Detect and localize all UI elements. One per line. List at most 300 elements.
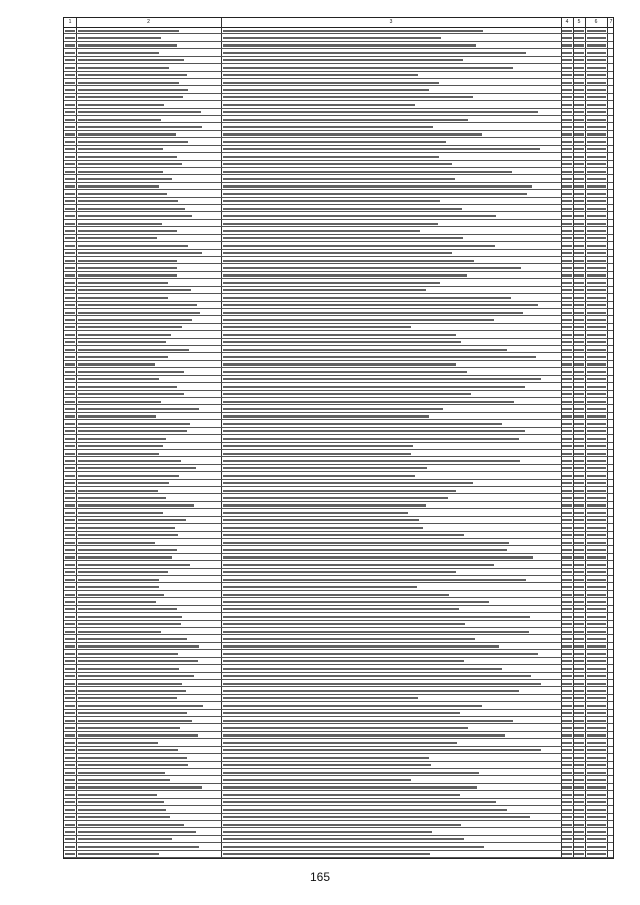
scan-text-line [223,683,541,685]
scan-text-line [65,334,75,336]
scan-text-line [65,705,75,707]
scan-text-line [562,645,572,647]
scan-text-line [587,67,606,69]
scan-text-line [562,341,572,343]
scan-text-line [587,757,606,759]
scan-text-line [574,408,584,410]
scan-text-line [223,341,461,343]
scan-text-line [574,185,584,187]
table-row [64,339,613,346]
scan-text-line [562,334,572,336]
scan-text-line [223,549,507,551]
scan-text-line [574,809,584,811]
scan-text-line [65,794,75,796]
scan-text-line [223,616,530,618]
table-row [64,34,613,41]
scan-text-line [78,475,179,477]
scan-text-line [65,594,75,596]
scan-text-line [223,527,423,529]
table-row [64,324,613,331]
scan-text-line [65,74,75,76]
scan-text-line [223,200,440,202]
scan-text-line [223,690,519,692]
scan-text-line [587,252,606,254]
table-row [64,806,613,813]
scan-text-line [574,193,584,195]
table-row [64,776,613,783]
scan-text-line [223,415,429,417]
scan-text-line [562,519,572,521]
scan-text-line [78,260,177,262]
table-row [64,146,613,153]
scan-text-line [562,37,572,39]
scan-text-line [562,126,572,128]
scan-text-line [562,616,572,618]
scan-text-line [78,838,172,840]
scan-text-line [223,89,429,91]
scan-text-line [574,133,584,135]
scan-text-line [574,52,584,54]
scan-text-line [574,163,584,165]
table-row [64,183,613,190]
scan-text-line [223,734,505,736]
scan-text-line [65,96,75,98]
scan-text-line [574,237,584,239]
scan-text-line [65,564,75,566]
scan-text-line [562,824,572,826]
scan-text-line [65,393,75,395]
scan-text-line [65,37,75,39]
scan-text-line [78,549,177,551]
scan-text-line [78,133,176,135]
scan-text-line [65,519,75,521]
scan-text-line [65,571,75,573]
scan-text-line [78,816,170,818]
scan-text-line [562,193,572,195]
scan-text-line [562,141,572,143]
scan-text-line [562,579,572,581]
scan-text-line [223,564,494,566]
scan-text-line [562,453,572,455]
scan-text-line [65,475,75,477]
table-row [64,413,613,420]
table-row [64,762,613,769]
scan-text-line [574,67,584,69]
scan-text-line [587,326,606,328]
scan-text-line [78,171,163,173]
scan-text-line [65,504,75,506]
scan-text-line [587,519,606,521]
table-row [64,42,613,49]
scan-text-line [587,727,606,729]
scan-text-line [65,645,75,647]
scan-text-line [562,623,572,625]
scan-text-line [587,274,606,276]
scan-text-line [78,734,198,736]
scan-text-line [574,445,584,447]
scan-text-line [587,44,606,46]
table-row [64,368,613,375]
table-row [64,539,613,546]
scan-text-line [587,148,606,150]
scan-text-line [223,749,541,751]
scan-text-line [587,653,606,655]
scan-text-line [574,519,584,521]
scan-text-line [223,838,464,840]
scan-text-line [574,245,584,247]
scan-text-line [562,690,572,692]
scan-text-line [574,705,584,707]
scan-text-line [223,126,433,128]
scan-text-line [574,59,584,61]
scan-text-line [587,282,606,284]
scan-text-line [223,297,511,299]
scan-text-line [587,371,606,373]
scan-text-line [223,349,507,351]
scan-text-line [78,809,166,811]
scan-text-line [587,579,606,581]
scan-text-line [587,623,606,625]
scan-text-line [587,675,606,677]
table-row [64,828,613,835]
scan-text-line [562,586,572,588]
table-row [64,294,613,301]
scan-text-line [587,631,606,633]
table-row [64,769,613,776]
scan-text-line [587,393,606,395]
scan-text-line [574,645,584,647]
scan-text-line [562,705,572,707]
scan-text-line [587,423,606,425]
scan-text-line [78,356,168,358]
scan-text-line [562,638,572,640]
scan-text-line [223,171,512,173]
scan-text-line [574,467,584,469]
table-row [64,784,613,791]
scan-text-line [78,341,166,343]
scan-text-line [78,556,172,558]
scan-text-line [574,415,584,417]
table-row [64,131,613,138]
scan-text-line [574,853,584,855]
scan-text-line [587,527,606,529]
scan-text-line [65,772,75,774]
scan-text-line [562,363,572,365]
scan-text-line [65,230,75,232]
table-row [64,242,613,249]
scan-text-line [223,608,459,610]
scan-text-line [65,668,75,670]
scan-text-line [587,564,606,566]
scan-text-line [562,111,572,113]
scan-text-line [65,801,75,803]
scan-text-line [65,423,75,425]
table-row [64,116,613,123]
table-row [64,190,613,197]
scan-text-line [562,223,572,225]
scan-text-line [65,467,75,469]
scan-text-line [65,163,75,165]
scan-text-line [574,423,584,425]
scan-text-line [65,363,75,365]
scan-text-line [574,616,584,618]
scan-text-line [574,475,584,477]
table-row [64,316,613,323]
scan-text-line [65,512,75,514]
scan-text-line [78,831,196,833]
scan-text-line [587,230,606,232]
table-row [64,279,613,286]
table-row [64,198,613,205]
scan-text-line [78,141,188,143]
scan-text-line [562,274,572,276]
scan-text-line [562,297,572,299]
scan-text-line [65,534,75,536]
scan-text-line [574,772,584,774]
scan-text-line [574,542,584,544]
table-row [64,843,613,850]
scan-text-line [223,393,471,395]
table-row [64,138,613,145]
scan-text-line [223,534,464,536]
scan-text-line [65,631,75,633]
scan-text-line [78,156,177,158]
table-row [64,487,613,494]
scan-text-line [574,74,584,76]
scan-text-line [562,430,572,432]
scan-text-line [65,111,75,113]
scan-text-line [78,289,191,291]
scan-text-line [574,727,584,729]
header-col-6: 6 [594,19,598,25]
scan-text-line [65,237,75,239]
scan-text-line [562,237,572,239]
table-row [64,517,613,524]
scan-text-line [574,363,584,365]
scan-text-line [78,742,158,744]
scan-text-line [78,519,186,521]
scan-text-line [65,683,75,685]
scan-text-line [587,742,606,744]
scan-text-line [562,393,572,395]
scan-text-line [78,786,202,788]
scan-text-line [574,482,584,484]
scan-text-line [587,534,606,536]
scan-text-line [223,230,420,232]
scan-text-line [65,245,75,247]
scan-text-line [587,556,606,558]
scan-text-line [223,111,538,113]
scan-text-line [65,660,75,662]
scan-text-line [65,319,75,321]
scan-text-line [562,74,572,76]
scan-text-line [78,334,171,336]
scan-text-line [574,631,584,633]
scan-text-line [78,215,192,217]
scan-text-line [587,415,606,417]
scan-text-line [78,163,182,165]
scan-text-line [562,712,572,714]
scan-text-line [223,252,452,254]
scan-text-line [574,156,584,158]
scan-text-line [574,393,584,395]
scan-text-line [574,96,584,98]
scan-text-line [562,178,572,180]
scan-text-line [587,163,606,165]
scan-text-line [562,809,572,811]
scan-text-line [574,690,584,692]
scan-text-line [587,104,606,106]
scan-text-line [65,371,75,373]
scan-text-line [223,504,426,506]
table-row [64,205,613,212]
scan-text-line [562,757,572,759]
scan-text-line [65,326,75,328]
scan-text-line [78,794,157,796]
scan-text-line [574,200,584,202]
scan-text-line [223,289,426,291]
scan-text-line [574,430,584,432]
scan-text-line [78,601,156,603]
scan-text-line [574,223,584,225]
scan-text-line [587,363,606,365]
scan-text-line [78,252,202,254]
scan-text-line [78,52,159,54]
scan-text-line [78,527,175,529]
scan-text-line [223,282,440,284]
scan-text-line [223,326,411,328]
scan-text-line [223,178,455,180]
scan-text-line [78,223,162,225]
table-row [64,532,613,539]
scan-text-line [574,512,584,514]
scan-text-line [65,853,75,855]
scan-text-line [587,341,606,343]
scan-text-line [223,104,415,106]
scan-text-line [587,59,606,61]
scan-text-line [562,415,572,417]
scan-text-line [78,542,155,544]
scan-text-line [587,734,606,736]
scan-text-line [587,141,606,143]
scan-text-line [562,319,572,321]
scan-text-line [78,675,194,677]
scan-text-line [78,185,159,187]
scan-text-line [65,579,75,581]
scan-text-line [65,185,75,187]
scan-text-line [65,171,75,173]
table-row [64,732,613,739]
scan-text-line [78,415,156,417]
scan-text-line [587,816,606,818]
scan-text-line [587,638,606,640]
scan-text-line [223,237,463,239]
scan-text-line [65,430,75,432]
scan-text-line [574,356,584,358]
scan-text-line [574,779,584,781]
scan-text-line [78,482,169,484]
scan-text-line [587,178,606,180]
scan-text-line [574,401,584,403]
scan-text-line [562,119,572,121]
scan-text-line [587,349,606,351]
scan-text-line [65,824,75,826]
scan-text-line [65,623,75,625]
scan-text-line [574,824,584,826]
scan-text-line [223,824,461,826]
scan-text-line [223,816,530,818]
scan-text-line [78,237,157,239]
scan-text-line [78,297,168,299]
table-row [64,428,613,435]
scan-text-line [65,208,75,210]
scan-text-line [223,794,460,796]
scan-text-line [78,727,180,729]
scan-text-line [574,89,584,91]
scan-text-line [65,638,75,640]
scan-text-line [562,564,572,566]
scan-text-line [587,96,606,98]
scan-text-line [562,401,572,403]
scan-text-line [562,727,572,729]
scan-text-line [78,623,181,625]
scan-text-line [562,749,572,751]
scan-text-line [562,133,572,135]
scan-text-line [65,527,75,529]
scan-text-line [587,504,606,506]
scan-text-line [562,52,572,54]
scan-text-line [587,334,606,336]
table-row [64,502,613,509]
scan-text-line [65,838,75,840]
scan-text-line [78,564,190,566]
scan-text-line [223,645,499,647]
scan-text-line [65,727,75,729]
scan-text-line [65,215,75,217]
scan-text-line [223,764,431,766]
table-row [64,94,613,101]
scan-text-line [65,415,75,417]
scan-text-line [78,393,184,395]
scan-text-line [65,586,75,588]
scan-text-line [587,37,606,39]
scan-text-line [78,378,159,380]
scan-text-line [574,141,584,143]
scan-text-line [562,742,572,744]
scan-text-line [223,119,468,121]
scan-text-line [587,616,606,618]
scan-text-line [574,171,584,173]
scan-text-line [562,697,572,699]
scan-text-line [65,67,75,69]
scan-text-line [223,445,413,447]
scan-text-line [223,82,439,84]
scan-text-line [223,601,489,603]
scan-text-line [574,289,584,291]
scan-text-line [78,608,177,610]
scan-text-line [223,638,475,640]
scan-text-line [562,668,572,670]
scan-text-line [562,734,572,736]
scan-text-line [574,846,584,848]
scan-text-line [223,133,482,135]
scan-text-line [78,126,202,128]
scan-text-line [574,764,584,766]
scan-text-line [562,163,572,165]
scan-text-line [223,742,457,744]
scan-text-line [574,668,584,670]
scan-text-line [78,96,183,98]
